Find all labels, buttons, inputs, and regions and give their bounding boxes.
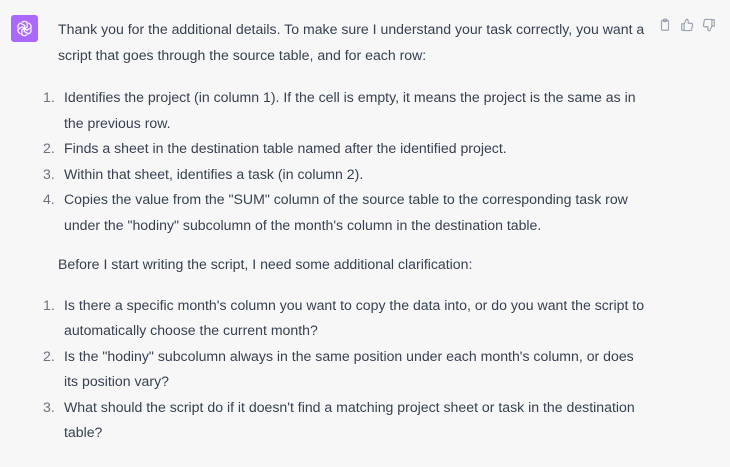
list-item — [43, 187, 646, 238]
thumbs-down-icon — [702, 18, 716, 32]
list-item — [43, 162, 646, 188]
steps-list — [43, 85, 646, 238]
list-number: 3. — [43, 165, 55, 182]
list-number: 2. — [43, 140, 55, 156]
list-item — [43, 293, 646, 344]
list-item — [43, 136, 646, 162]
list-item-text: Finds a sheet in the destination table named after the identified project. — [64, 140, 507, 156]
list-item — [43, 85, 646, 136]
list-item-text: Is the "hodiny" subcolumn always in the same position under each month's column, or does its position vary? — [64, 347, 634, 389]
clarification-paragraph: Before I start writing the script, I need some additional clarification: — [58, 256, 473, 272]
list-number: 4. — [43, 191, 55, 207]
list-item — [43, 395, 646, 446]
clipboard-icon — [658, 18, 672, 32]
openai-logo-icon — [15, 19, 34, 38]
thumbs-up-icon — [680, 18, 694, 32]
list-number: 3. — [43, 398, 55, 415]
message-content — [43, 17, 646, 446]
thumbs-up-button[interactable] — [679, 17, 694, 32]
list-item-text: Within that sheet, identifies a task (in column 2). — [64, 165, 364, 182]
intro-paragraph: Thank you for the additional details. To make sure I understand your task correctly, you want a script that goes through the source table, and for each row: — [58, 21, 645, 63]
list-item-text: Identifies the project (in column 1). If the cell is empty, it means the project is the same as in the previous row. — [64, 89, 636, 131]
list-item-text: Is there a specific month's column you want to copy the data into, or do you want the script to automatically choose the current month? — [64, 296, 645, 338]
list-item-text: Copies the value from the "SUM" column of the source table to the corresponding task row under the "hodiny" subcolumn of the month's column in the destination table. — [64, 191, 628, 233]
list-item-text: What should the script do if it doesn't find a matching project sheet or task in the destination table? — [64, 398, 635, 440]
thumbs-down-button[interactable] — [701, 17, 716, 32]
list-item — [43, 344, 646, 395]
list-number: 2. — [43, 347, 55, 364]
list-number: 1. — [43, 89, 55, 105]
list-number: 1. — [43, 296, 55, 313]
questions-list — [43, 293, 646, 446]
copy-button[interactable] — [657, 17, 672, 32]
message-actions — [657, 17, 716, 32]
assistant-avatar — [11, 15, 38, 42]
